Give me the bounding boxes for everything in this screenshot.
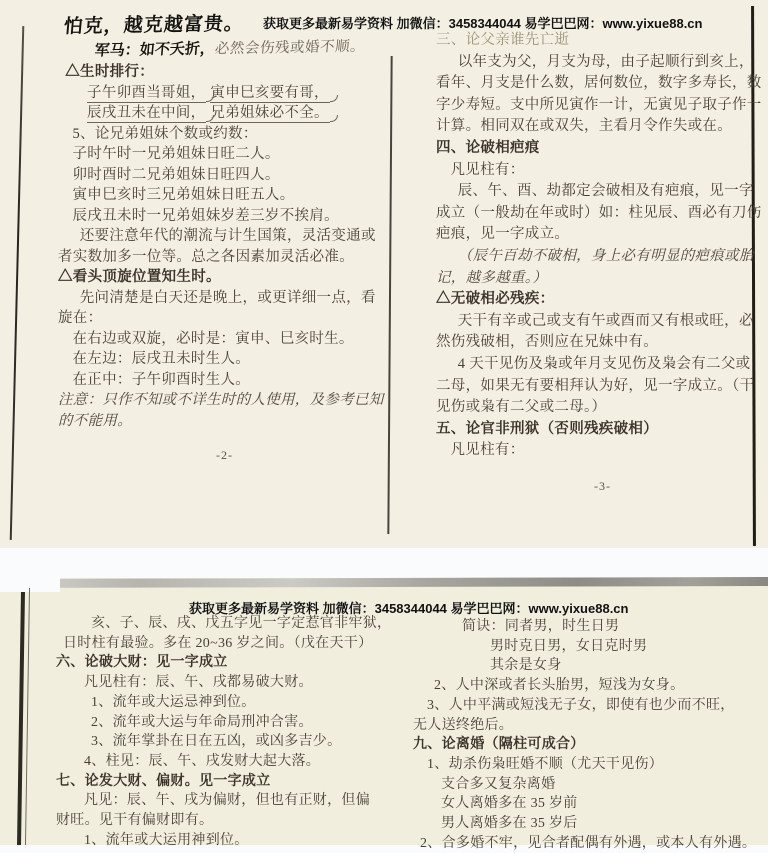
text-line: 先问清楚是白天还是晚上，或更详细一点，看 — [79, 289, 376, 306]
promo-bar: 获取更多最新易学资料 加微信：3458344044 易学巴巴网：www.yixue88.cn — [189, 601, 629, 616]
text-line: 的不能用。 — [58, 412, 132, 429]
printed-note-part: 必然会伤残或婚不顺。 — [214, 38, 366, 58]
text-line: 2、合多婚不牢，见合者配偶有外遇，或本人有外遇。 — [420, 835, 757, 851]
text-line: 支合多又复杂离婚 — [441, 776, 556, 792]
handwritten-note-part: 军马：如不夭折， — [93, 40, 216, 60]
bottom-scan-sheet — [0, 578, 768, 851]
text-line: 辰戌丑未时一兄弟姐妹岁差三岁不挨肩。 — [72, 207, 339, 224]
text-line: 看年、月支是什么数，居何数位，数字多寿长，数 — [436, 75, 762, 92]
text-line: 凡见：辰、午、戌为偏财，但也有正财，但偏 — [84, 793, 370, 809]
text-line: 辰、午、酉、劫都定会破相及有疤痕，见一字 — [457, 183, 754, 200]
text-line: 子时午时一兄弟姐妹日旺二人。 — [72, 146, 280, 162]
text-line: （辰午百劫不破相，身上必有明显的疤痕或胎 — [457, 247, 754, 264]
text-line: 其余是女身 — [490, 658, 562, 674]
underlined-verse-line — [58, 83, 394, 104]
section-heading: 六、论破大财：见一字成立 — [56, 655, 228, 671]
text-line: 简诀：同者男，时生日男 — [462, 619, 620, 634]
page-number: -2- — [216, 448, 233, 462]
text-line: 女人离婚多在 35 岁前 — [441, 796, 578, 812]
text-line: 以年支为父，月支为母，由子起顺行到亥上， — [457, 53, 754, 70]
handwritten-margin-note — [94, 35, 366, 61]
page-number: -3- — [594, 478, 611, 493]
left-book-page — [58, 62, 394, 466]
text-line: 3、流年掌卦在日在五凶，或凶多吉少。 — [91, 734, 342, 750]
text-line: 计算。相同双在或双失，主看月令作失或在。 — [436, 118, 732, 135]
text-line: 天干有辛或己或支有午或酉而又有根或旺，必 — [457, 312, 754, 329]
text-line: △生时排行： — [65, 64, 155, 80]
text-line: 成立（一般劫在年或时）如：柱见辰、酉必有刀伤 — [436, 204, 762, 221]
text-line: 旋在： — [58, 310, 103, 326]
text-line: 凡见柱有： — [450, 442, 525, 459]
verse-segment: 辰戌丑未在中间， — [87, 105, 206, 121]
text-line: △看头顶旋位置知生时。 — [58, 269, 221, 285]
page-edge-line-left — [10, 26, 25, 540]
torn-paper-edge — [0, 577, 768, 588]
text-line: 疤痕，见一字成立。 — [436, 226, 570, 243]
verse-segment: 兄弟姐妹必不全。 — [210, 105, 329, 121]
text-line: 在左边：辰戌丑未时生人。 — [72, 351, 251, 367]
text-line: 在右边或双旋，必时是：寅申、巳亥时生。 — [72, 330, 354, 347]
section-heading: △无破相必残疾： — [436, 291, 555, 308]
text-line: 寅申巳亥时三兄弟姐妹日旺五人。 — [72, 187, 295, 203]
text-line: 注意：只作不知或不详生时的人使用，及参考已知 — [58, 392, 384, 408]
text-line: 日时柱有最验。多在 20~36 岁之间。（戊在天干） — [63, 635, 373, 651]
verse-segment: 子午卯酉当哥姐， — [87, 84, 206, 101]
text-line: 2、流年或大运与年命局刑冲合害。 — [91, 714, 313, 730]
section-heading: 七、论发大财、偏财。见一字成立 — [56, 773, 271, 789]
text-line: 然伤残破相，否则应在兄妹中有。 — [436, 334, 658, 351]
text-line: 凡见柱有：辰、午、戌都易破大财。 — [84, 675, 313, 691]
text-line: 亥、子、辰、戌、戊五字见一字定惹官非牢狱， — [91, 616, 392, 631]
text-line: 2、人中深或者长头胎男，短浅为女身。 — [434, 678, 685, 694]
text-line: 见伤或枭有二父或二母。） — [436, 399, 607, 416]
text-line: 1、劫杀伤枭旺婚不顺（尤天干见伤） — [427, 756, 664, 772]
text-line: 4、柱见：辰、午、戌发财大起大落。 — [84, 753, 321, 769]
handwritten-annotation: 怕克，越克越富贵。 — [62, 13, 245, 38]
page-edge-line-left — [17, 592, 24, 845]
right-text-column — [406, 617, 766, 853]
text-line: 财旺。见干有偏财即有。 — [56, 813, 214, 829]
page-edge-line-left-thin — [25, 588, 30, 845]
text-line: 者实数加多一位等。总之各因素加灵活必准。 — [58, 248, 354, 265]
section-heading: 九、论离婚（隔柱可成合） — [413, 737, 585, 753]
text-line: 1、流年或大运忌神到位。 — [91, 694, 256, 710]
left-text-column — [56, 614, 408, 850]
text-line: 记，越多越重。） — [436, 269, 548, 286]
section-heading: 四、论破相疤痕 — [436, 139, 540, 156]
text-line: 无人送终绝后。 — [413, 717, 514, 733]
text-line: 还要注意年代的潮流与计生国策，灵活变通或 — [79, 228, 376, 244]
text-line: 5、论兄弟姐妹个数或约数： — [72, 125, 258, 142]
text-line: 1、流年或大运用神到位。 — [84, 832, 249, 848]
right-book-page — [436, 30, 766, 497]
text-line: 字少寿短。支中所见寅作一计，无寅见子取子作一 — [436, 96, 762, 113]
section-heading: 三、论父亲谁先亡逝 — [436, 32, 570, 48]
text-line: 3、人中平满或短浅无子女，即使有也少而不旺， — [427, 697, 735, 713]
promo-bar: 获取更多最新易学资料 加微信：3458344044 易学巴巴网：www.yixue88.cn — [263, 16, 703, 31]
text-line: 4 天干见伤及枭或年月支见伤及枭会有二父或 — [457, 355, 751, 372]
underlined-verse-line — [58, 103, 394, 124]
text-line: 二母，如果无有要相拜认为好，见一字成立。（干 — [436, 377, 755, 394]
text-line: 凡见柱有： — [450, 161, 525, 178]
text-line: 在正中：子午卯酉时生人。 — [72, 371, 251, 388]
section-heading: 五、论官非刑狱（否则残疾破相） — [436, 420, 658, 437]
text-line: 卯时酉时二兄弟姐妹日旺四人。 — [72, 166, 280, 183]
text-line: 男人离婚多在 35 岁后 — [441, 816, 578, 832]
text-line: 男时克日男，女日克时男 — [490, 638, 648, 654]
verse-segment: 寅申巳亥要有哥， — [210, 84, 329, 101]
